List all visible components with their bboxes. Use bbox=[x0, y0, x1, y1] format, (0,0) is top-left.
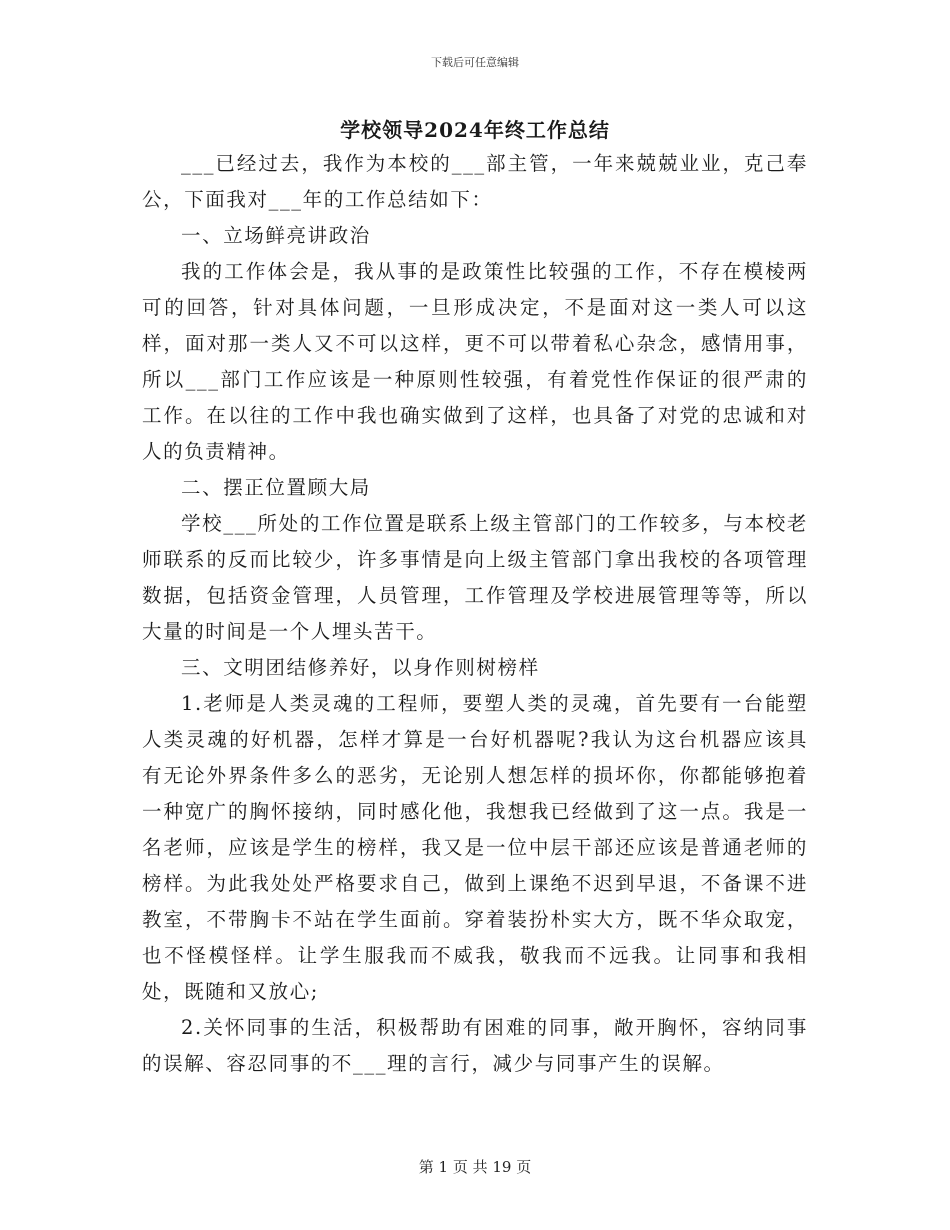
section-2-paragraph: 学校___所处的工作位置是联系上级主管部门的工作较多，与本校老师联系的反而比较少，许多事情是向上级主管部门拿出我校的各项管理数据，包括资金管理，人员管理，工作管理及学校进展管理等等，所以大量的时间是一个人埋头苦干。 bbox=[142, 512, 808, 643]
section-3-item-2: 2.关怀同事的生活，积极帮助有困难的同事，敞开胸怀，容纳同事的误解、容忍同事的不___理的言行，减少与同事产生的误解。 bbox=[142, 1016, 808, 1075]
section-heading-1: 一、立场鲜亮讲政治 bbox=[181, 224, 371, 247]
section-heading-2: 二、摆正位置顾大局 bbox=[181, 476, 371, 499]
document-body bbox=[142, 146, 808, 1082]
header-note: 下载后可任意编辑 bbox=[431, 56, 519, 69]
section-heading-3: 三、文明团结修养好，以身作则树榜样 bbox=[181, 656, 540, 679]
document-title: 学校领导2024年终工作总结 bbox=[340, 118, 610, 142]
page-number: 第 1 页 共 19 页 bbox=[418, 1158, 532, 1176]
section-1-paragraph: 我的工作体会是，我从事的是政策性比较强的工作，不存在模棱两可的回答，针对具体问题，一旦形成决定，不是面对这一类人可以这样，面对那一类人又不可以这样，更不可以带着私心杂念，感情用事，所以___部门工作应该是一种原则性较强，有着党性作保证的很严肃的工作。在以往的工作中我也确实做到了这样，也具备了对党的忠诚和对人的负责精神。 bbox=[142, 260, 808, 463]
intro-paragraph: ___已经过去，我作为本校的___部主管，一年来兢兢业业，克己奉公，下面我对___年的工作总结如下： bbox=[142, 152, 808, 211]
section-3-item-1: 1.老师是人类灵魂的工程师，要塑人类的灵魂，首先要有一台能塑人类灵魂的好机器，怎样才算是一台好机器呢?我认为这台机器应该具有无论外界条件多么的恶劣，无论别人想怎样的损坏你，你都能够抱着一种宽广的胸怀接纳，同时感化他，我想我已经做到了这一点。我是一名老师，应该是学生的榜样，我又是一位中层干部还应该是普通老师的榜样。为此我处处严格要求自己，做到上课绝不迟到早退，不备课不进教室，不带胸卡不站在学生面前。穿着装扮朴实大方，既不华众取宠，也不怪模怪样。让学生服我而不威我，敬我而不远我。让同事和我相处，既随和又放心; bbox=[142, 692, 808, 1003]
